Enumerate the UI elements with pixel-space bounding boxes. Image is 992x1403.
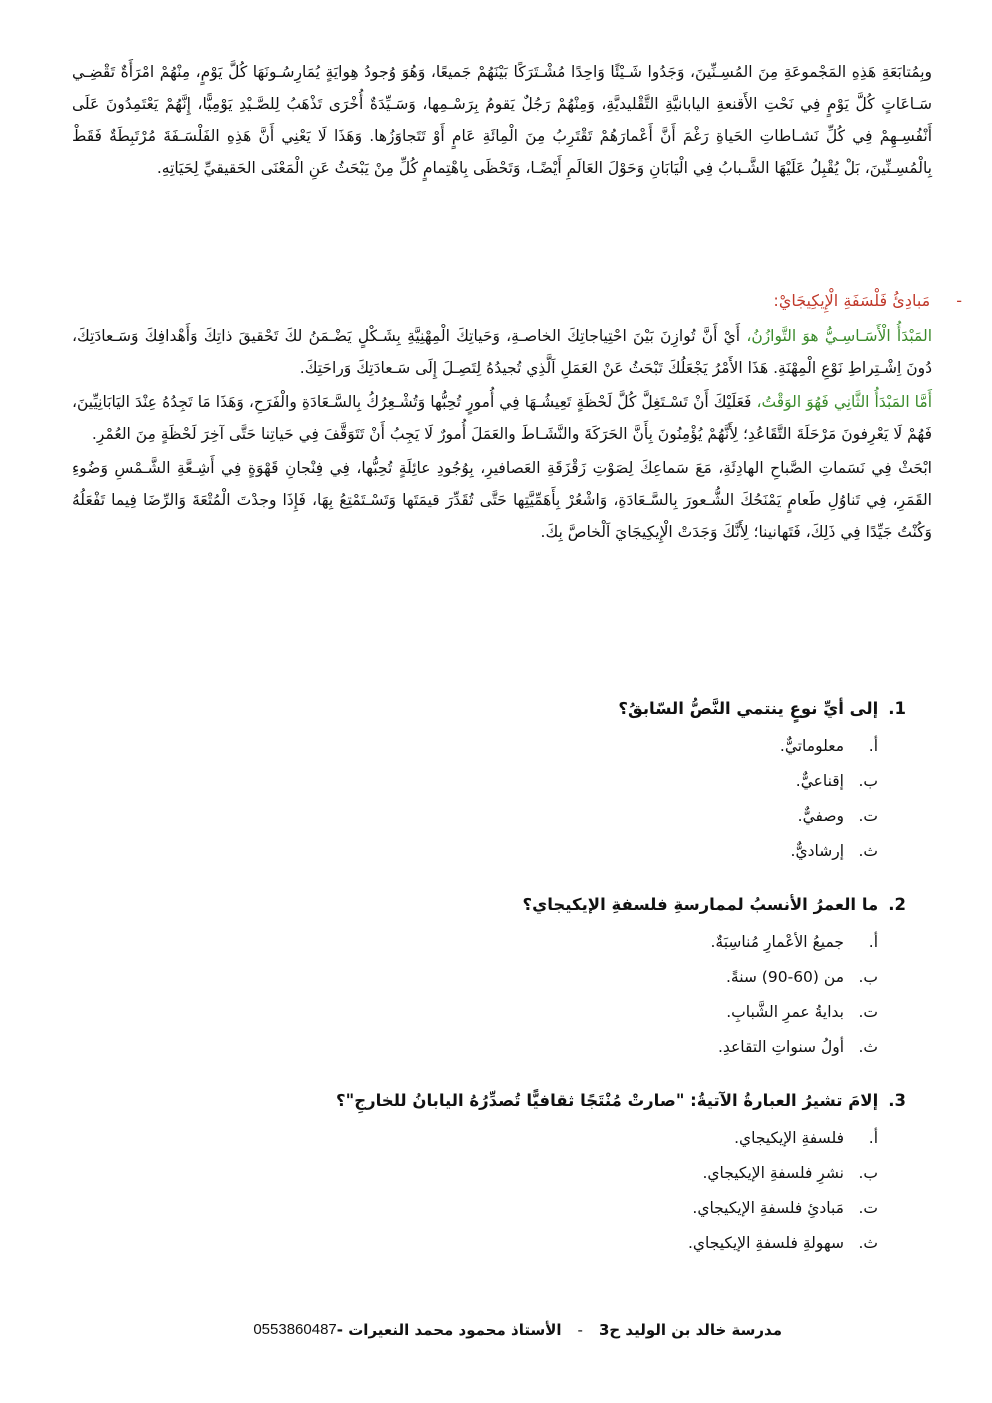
principle-2-lead: أَمَّا المَبْدَأُ الثَّانِي فَهُوَ الوَقْتُ، (756, 393, 933, 411)
option-text: معلوماتيٌّ. (779, 737, 844, 755)
option-text: فلسفةِ الإيكيجاي. (734, 1129, 844, 1147)
options-list (146, 928, 906, 1062)
intro-paragraph-block (72, 56, 932, 184)
principles-block (72, 320, 932, 550)
option-text: بدايةُ عمرِ الشَّبابِ. (726, 1003, 844, 1021)
question-number: 1. (888, 699, 906, 718)
option-d[interactable] (146, 1229, 878, 1258)
options-list (146, 732, 906, 866)
option-letter: ب. (858, 968, 878, 986)
principle-1-lead: المَبْدَأُ الْأَسَـاسِـيُّ هوَ التَّوازُنُ، (746, 327, 932, 345)
option-letter: أ. (868, 1129, 878, 1147)
option-text: أولُ سنواتِ التقاعدِ. (717, 1038, 844, 1056)
heading-text: مَبادِئُ فَلْسَفَةِ الْإِيكِيجَايْ: (773, 291, 931, 310)
option-text: مَبادئِ فلسفةِ الإيكيجاي. (692, 1199, 844, 1217)
questions-list (146, 694, 906, 1282)
option-letter: ت. (858, 1003, 878, 1021)
option-a[interactable] (146, 732, 878, 761)
intro-paragraph: وبِمُتابَعَةِ هَذِهِ المَجْموعَةِ مِنَ المُسِـنِّينَ، وَجَدُوا شَـيْئًا وَاحِدًا مُشْـتَرَكًا بَيْنَهُمْ جَميعًا، وَهُوَ وُجودُ هِوايَةٍ يُمَارِسُـونَهَا كُلَّ يَوْمٍ، مِنْهُمْ امْرَأَةٌ تَقْضِـي سَـاعَاتٍ كُلَّ يَوْمٍ فِي نَحْتِ الأَقنعةِ اليابانيَّةِ التَّقْليديَّةِ، وَمِنْهُمْ رَجُلٌ يَقومُ بِرَسْـمِها، وَسَـيِّدَةٌ أُخْرَى تَذْهَبُ لِلصَّـيْدِ يَوْمِيًّا، إِنَّهُمْ يَعْتَمِدُونَ عَلَى أَنْفُسِـهِمْ فِي كُلِّ نَشـاطاتِ الحَياةِ رَغْمَ أَنَّ أَعْمارَهُمْ تَقْتَرِبُ مِنَ الْمِائَةِ عَامٍ أَوْ تَتَجاوَزُها. وَهَذَا لَا يَعْنِي أَنَّ هَذِهِ الفَلْسَـفَةَ مُرْتَبِطَةٌ فَقَطْ بِالْمُسِـنِّينَ، بَلْ يُقْبِلُ عَلَيْهَا الشَّـبابُ فِي الْيَابَانِ وَحَوْلَ العَالَمِ أَيْضًـا، وَتَحْظَى بِاهْتِمامٍ كُلِّ مِنْ يَبْحَثُ عَنِ الْمَعْنَى الحَقيقيِّ لِحَيَاتِهِ. (72, 63, 932, 177)
question-text: إلى أيِّ نوعٍ ينتمي النَّصُّ السّابقُ؟ (618, 699, 879, 718)
option-letter: ث. (858, 1234, 878, 1252)
option-b[interactable] (146, 1159, 878, 1188)
question-3 (146, 1086, 906, 1258)
question-text: إلامَ تشيرُ العبارةُ الآتيةُ: "صارتْ مُنْتَجًا ثقافيًّا تُصدِّرُهُ اليابانُ للخارجِ"؟ (336, 1091, 879, 1110)
option-d[interactable] (146, 1033, 878, 1062)
principle-1-text: أَيْ أَنَّ تُوازِنَ بَيْنَ احْتِياجاتِكَ الخاصـةِ، وَحَياتِكَ الْمِهْنِيَّةِ بِشَـكْلٍ يَضْـمَنُ لكَ تَحْقيقَ ذاتِكَ وَأَهْدافِكَ وَسَـعادَتِكَ، دُونَ اِشْـتِراطِ نَوْعِ الْمِهْنَةِ. هَذَا الأَمْرُ يَجْعَلُكَ تَبْحَثُ عَنْ العَمَلِ اَلَّذِي تُجيدُهُ لِتَصِـلَ إِلَى سَـعادَتِكَ وَراحَتِكَ. (72, 327, 932, 377)
question-2 (146, 890, 906, 1062)
section-heading (62, 286, 962, 316)
footer-teacher: الأستاذ محمود محمد النعيرات - (336, 1321, 562, 1339)
question-1 (146, 694, 906, 866)
principle-2-text: فَعَلَيْكَ أَنْ تَسْـتَغِلَّ كُلَّ لَحْظَةٍ تَعِيشُـهَا فِي أُمورٍ تُحِبُّها وَتُشْـعِرُكُ بِالسَّـعَادَةِ والْفَرَحِ، وَهَذَا مَا تَجِدُهُ عِنْدَ اليَابَانِيِّينَ، فَهُمْ لَا يَعْرِفونَ مَرْحَلَةَ التَّقَاعُدِ؛ لِأَنَّهُمْ يُؤْمِنُونَ بِأَنَّ الحَرَكَةَ والنَّشَـاطَ والعَمَلَ أُمورٌ لَا يَجِبُ أَنْ تَتَوَقَّفَ فِي حَياتِنا حَتَّى آخِرَ لَحْظَةٍ مِنَ العُمْرِ. (72, 393, 932, 443)
footer-phone: 0553860487 (253, 1321, 337, 1338)
footer-school: مدرسة خالد بن الوليد ح3 (598, 1321, 782, 1339)
option-letter: ب. (858, 772, 878, 790)
option-c[interactable] (146, 998, 878, 1027)
option-letter: ت. (858, 1199, 878, 1217)
question-title (146, 694, 906, 724)
principle-2 (72, 386, 932, 450)
option-a[interactable] (146, 928, 878, 957)
option-text: سهولةِ فلسفةِ الإيكيجاي. (687, 1234, 844, 1252)
option-text: إرشاديٌّ. (790, 842, 844, 860)
option-text: إقناعيٌّ. (795, 772, 844, 790)
question-title (146, 890, 906, 920)
principle-1 (72, 320, 932, 384)
question-number: 2. (888, 895, 906, 914)
question-number: 3. (888, 1091, 906, 1110)
option-letter: ت. (858, 807, 878, 825)
option-text: من (60-90) سنةً. (725, 968, 844, 986)
option-c[interactable] (146, 802, 878, 831)
option-text: وصفيٌّ. (797, 807, 844, 825)
option-text: نشرِ فلسفةِ الإيكيجاي. (702, 1164, 844, 1182)
option-text: جميعُ الأعْمارِ مُناسِبَةٌ. (710, 933, 844, 951)
option-letter: ث. (858, 842, 878, 860)
option-letter: أ. (868, 737, 878, 755)
option-letter: ب. (858, 1164, 878, 1182)
options-list (146, 1124, 906, 1258)
option-c[interactable] (146, 1194, 878, 1223)
page-footer (82, 1318, 782, 1342)
option-a[interactable] (146, 1124, 878, 1153)
footer-separator: - (577, 1321, 583, 1339)
option-b[interactable] (146, 767, 878, 796)
principle-3: ابْحَثْ فِي نَسَماتِ الصَّباحِ الهادِئَةِ، مَعَ سَماعِكَ لِصَوْتِ زَقْزَقَةِ العَصافيرِ، بِوُجُودِ عائِلَةٍ تُحِبُّها، فِي فِنْجانِ قَهْوَةٍ فِي أَشِـعَّةِ الشَّـمْسِ وَضُوءِ القَمَرِ، فِي تَناوُلِ طَعامٍ يَمْنَحُكَ الشُّـعورَ بِالسَّـعَادَةِ، وَاشْعُرْ بِأَهَمِّيَّتِها حَتَّى تُقَدِّرَ قيمَتَها وَتَسْـتَمْتِعُ بِهَا، فَإِذَا وجدْتَ الْمُتْعَةَ وَالرِّضَا فِيما تَفْعَلُهُ وَكُنْتُ جَيِّدًا فِي ذَلِكَ، فَتَهانينا؛ لِأَنَّكَ وَجَدَتْ الْإِيكِيجَايَ اَلْخاصَّ بِكَ. (72, 459, 932, 541)
option-letter: ث. (858, 1038, 878, 1056)
heading-dash: - (956, 291, 962, 310)
option-letter: أ. (868, 933, 878, 951)
question-title (146, 1086, 906, 1116)
option-b[interactable] (146, 963, 878, 992)
question-text: ما العمرُ الأنسبُ لممارسةِ فلسفةِ الإيكيجاي؟ (522, 895, 879, 914)
option-d[interactable] (146, 837, 878, 866)
